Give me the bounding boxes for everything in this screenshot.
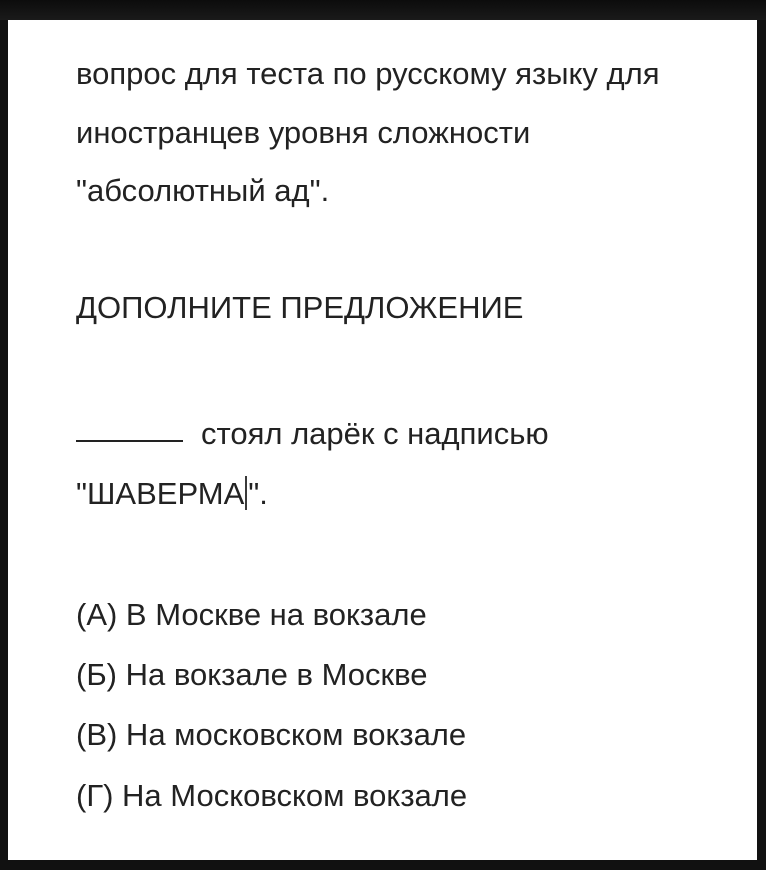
sentence-quote-end: ".: [248, 476, 268, 511]
option-d: (Г) На Московском вокзале: [76, 778, 468, 813]
sentence-text: стоял ларёк с надписью: [201, 416, 549, 451]
answer-blank: [76, 440, 183, 442]
sentence-line-2[interactable]: [76, 474, 268, 514]
option-b: (Б) На вокзале в Москве: [76, 657, 428, 692]
text-cursor: [245, 476, 247, 510]
intro-line-3: "абсолютный ад".: [76, 173, 330, 208]
sentence-line-1: [76, 414, 549, 454]
option-c: (В) На московском вокзале: [76, 717, 467, 752]
intro-line-2: иностранцев уровня сложности: [76, 115, 531, 150]
window-top-bar: [0, 0, 766, 20]
sentence-quote-start: "ШАВЕРМА: [76, 476, 245, 511]
post-text-card: [8, 20, 757, 860]
instruction-heading: ДОПОЛНИТЕ ПРЕДЛОЖЕНИЕ: [76, 290, 524, 325]
intro-line-1: вопрос для теста по русскому языку для: [76, 56, 660, 91]
option-a: (А) В Москве на вокзале: [76, 597, 427, 632]
